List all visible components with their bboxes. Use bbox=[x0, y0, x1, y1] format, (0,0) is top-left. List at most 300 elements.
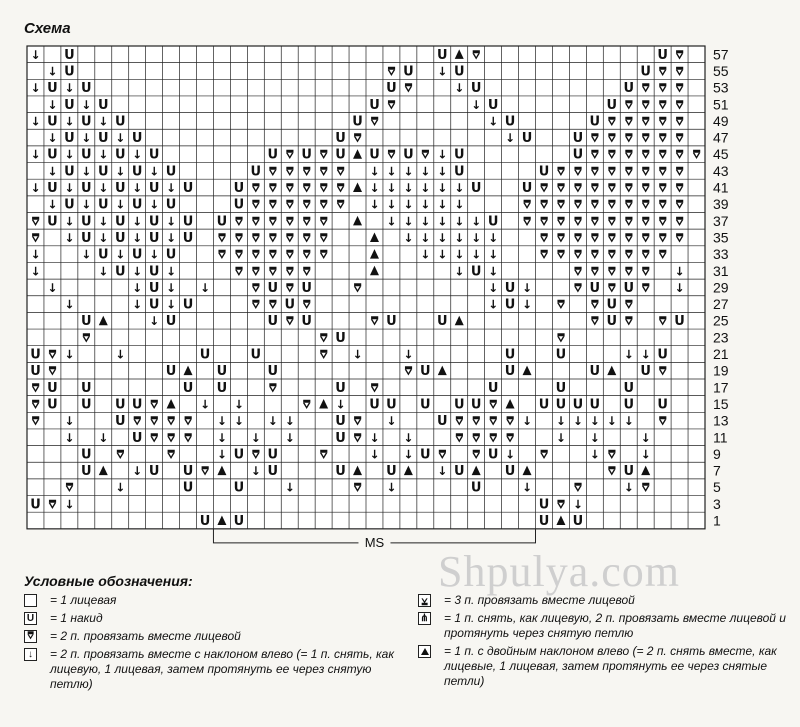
stitch-symbol: U bbox=[81, 230, 92, 246]
stitch-symbol: ↓ bbox=[403, 447, 414, 462]
row-number: 43 bbox=[713, 162, 729, 179]
stitch-symbol: U bbox=[148, 264, 160, 280]
stitch-symbol: ↓ bbox=[132, 147, 143, 162]
stitch-symbol: U bbox=[131, 247, 143, 263]
stitch-symbol: ↓ bbox=[640, 447, 651, 462]
stitch-symbol: U bbox=[538, 514, 550, 530]
stitch-symbol: U bbox=[81, 181, 92, 197]
stitch-symbol: ⩢ bbox=[574, 264, 582, 279]
stitch-symbol: ⩢ bbox=[608, 114, 616, 129]
stitch-symbol: U bbox=[504, 347, 516, 363]
stitch-symbol: ↓ bbox=[505, 447, 516, 462]
stitch-symbol: ↓ bbox=[115, 480, 126, 495]
stitch-symbol: U bbox=[182, 380, 194, 396]
stitch-symbol: U bbox=[114, 181, 126, 197]
stitch-symbol: ⩢ bbox=[353, 280, 362, 295]
stitch-symbol: ⩢ bbox=[269, 164, 277, 179]
stitch-symbol: ⩢ bbox=[48, 347, 57, 362]
stitch-symbol: ⩢ bbox=[675, 230, 684, 245]
stitch-symbol: ↓ bbox=[674, 280, 685, 295]
stitch-symbol: ⩢ bbox=[608, 280, 616, 295]
stitch-symbol: ⩢ bbox=[591, 147, 599, 162]
stitch-symbol: ⩢ bbox=[31, 214, 40, 229]
stitch-symbol: ↓ bbox=[437, 230, 448, 245]
stitch-symbol: U bbox=[640, 64, 651, 80]
stitch-symbol: U bbox=[589, 397, 601, 413]
stitch-symbol: ⩢ bbox=[574, 181, 582, 196]
legend-item: = 1 п. с двойным наклоном влево (= 2 п. снять вместе, как лицевые, 1 лицевая, затем протянуть ее через снятые петли) bbox=[418, 644, 788, 689]
stitch-symbol: ↓ bbox=[555, 414, 566, 429]
stitch-symbol: U bbox=[453, 464, 465, 480]
stitch-symbol: U bbox=[64, 97, 75, 113]
stitch-symbol: U bbox=[436, 414, 448, 430]
stitch-symbol: ⩢ bbox=[557, 181, 565, 196]
stitch-symbol: ↓ bbox=[437, 214, 448, 229]
stitch-symbol: ↓ bbox=[369, 430, 380, 445]
stitch-symbol: ⩢ bbox=[319, 214, 328, 229]
stitch-symbol: U bbox=[369, 147, 380, 163]
stitch-symbol: ↓ bbox=[267, 414, 278, 429]
stitch-symbol: ⩢ bbox=[319, 164, 328, 179]
stitch-symbol: U bbox=[403, 64, 414, 80]
stitch-symbol: ↓ bbox=[437, 197, 448, 212]
stitch-symbol: ↓ bbox=[132, 280, 143, 295]
stitch-symbol: ⩢ bbox=[642, 264, 650, 279]
stitch-symbol: ⩢ bbox=[523, 214, 531, 229]
stitch-symbol: ⩢ bbox=[48, 364, 57, 379]
stitch-symbol: ↓ bbox=[437, 247, 448, 262]
stitch-symbol: ↓ bbox=[30, 181, 41, 196]
row-number: 19 bbox=[713, 362, 729, 379]
stitch-symbol: U bbox=[47, 81, 58, 97]
stitch-symbol: U bbox=[335, 330, 346, 346]
stitch-symbol: ⩢ bbox=[608, 447, 616, 462]
stitch-symbol: U bbox=[182, 480, 194, 496]
stitch-symbol: ⩢ bbox=[642, 131, 650, 146]
stitch-symbol: U bbox=[148, 147, 160, 163]
stitch-symbol: ↓ bbox=[149, 314, 160, 329]
stitch-symbol: ⩢ bbox=[608, 131, 616, 146]
stitch-symbol: ↓ bbox=[115, 197, 126, 212]
row-number: 51 bbox=[713, 96, 729, 113]
double-decrease-icon bbox=[418, 645, 431, 658]
stitch-symbol: U bbox=[555, 347, 567, 363]
stitch-symbol: ↓ bbox=[98, 147, 109, 162]
stitch-symbol: U bbox=[131, 430, 143, 446]
yarn-over-icon: U bbox=[24, 612, 37, 625]
stitch-symbol: ⩢ bbox=[625, 97, 633, 112]
stitch-symbol: ↓ bbox=[471, 247, 482, 262]
stitch-symbol: ⩢ bbox=[642, 164, 650, 179]
stitch-symbol: U bbox=[504, 364, 516, 380]
stitch-symbol: ↓ bbox=[420, 230, 431, 245]
stitch-symbol: ↓ bbox=[521, 414, 533, 429]
stitch-symbol: ↓ bbox=[166, 181, 177, 196]
stitch-symbol: ↓ bbox=[386, 214, 397, 229]
stitch-symbol: ↓ bbox=[386, 164, 397, 179]
row-number: 1 bbox=[713, 512, 721, 529]
stitch-symbol: ↓ bbox=[98, 114, 109, 129]
stitch-symbol: ⩢ bbox=[336, 164, 345, 179]
stitch-symbol: ↓ bbox=[47, 164, 58, 179]
stitch-symbol: ⩢ bbox=[303, 164, 311, 179]
stitch-symbol: ↓ bbox=[199, 280, 211, 295]
stitch-symbol: ⩢ bbox=[658, 197, 667, 212]
stitch-symbol: ↓ bbox=[471, 97, 482, 112]
stitch-symbol: ↓ bbox=[335, 397, 346, 412]
stitch-symbol: U bbox=[453, 164, 465, 180]
stitch-symbol: U bbox=[250, 164, 262, 180]
stitch-symbol: ↓ bbox=[555, 430, 566, 445]
stitch-symbol: ⩢ bbox=[591, 131, 599, 146]
stitch-symbol: U bbox=[521, 181, 533, 197]
stitch-symbol: U bbox=[182, 230, 194, 246]
stitch-symbol: U bbox=[284, 297, 296, 313]
watermark: Shpulya.com bbox=[438, 547, 680, 596]
stitch-symbol: ↓ bbox=[98, 214, 109, 229]
stitch-symbol: ⩢ bbox=[625, 197, 633, 212]
stitch-symbol: ↓ bbox=[420, 164, 431, 179]
stitch-symbol: U bbox=[250, 347, 262, 363]
stitch-symbol: U bbox=[572, 397, 584, 413]
stitch-symbol: U bbox=[165, 314, 177, 330]
stitch-symbol: ⩢ bbox=[286, 314, 294, 329]
stitch-symbol: U bbox=[335, 147, 346, 163]
stitch-symbol: ⩢ bbox=[303, 197, 311, 212]
stitch-symbol: ⩢ bbox=[455, 414, 463, 429]
stitch-symbol: ⩢ bbox=[269, 380, 277, 395]
stitch-symbol: U bbox=[182, 297, 194, 313]
stitch-symbol: ⩢ bbox=[658, 214, 667, 229]
stitch-symbol: U bbox=[623, 380, 635, 396]
stitch-symbol: U bbox=[420, 397, 431, 413]
stitch-symbol: ⩢ bbox=[303, 247, 311, 262]
stitch-symbol: ↓ bbox=[606, 414, 617, 429]
stitch-symbol: U bbox=[470, 264, 482, 280]
legend-right bbox=[418, 593, 788, 692]
stitch-symbol: ↓ bbox=[216, 430, 227, 445]
stitch-symbol: U bbox=[165, 247, 177, 263]
stitch-symbol: U bbox=[165, 164, 177, 180]
stitch-symbol: U bbox=[470, 480, 482, 496]
stitch-symbol: ↓ bbox=[64, 297, 75, 312]
stitch-symbol: ⩢ bbox=[625, 247, 633, 262]
stitch-symbol: ⩢ bbox=[642, 114, 650, 129]
stitch-symbol: U bbox=[233, 447, 245, 463]
legend-item: ⩢ = 2 п. провязать вместе лицевой bbox=[24, 629, 404, 644]
stitch-symbol: ↓ bbox=[81, 247, 92, 262]
stitch-symbol: ↓ bbox=[403, 197, 414, 212]
stitch-symbol: ⩢ bbox=[303, 264, 311, 279]
k3tog-icon: ⩣ bbox=[418, 594, 431, 607]
stitch-symbol: U bbox=[64, 47, 75, 63]
stitch-symbol: ↓ bbox=[81, 97, 92, 112]
stitch-symbol: ⩢ bbox=[252, 230, 260, 245]
stitch-symbol: ⩢ bbox=[167, 430, 175, 445]
stitch-symbol: ↓ bbox=[166, 297, 177, 312]
row-number: 57 bbox=[713, 46, 729, 63]
stitch-symbol: U bbox=[538, 397, 550, 413]
stitch-symbol: ↓ bbox=[488, 297, 499, 312]
stitch-symbol: U bbox=[81, 380, 92, 396]
stitch-symbol: U bbox=[64, 164, 75, 180]
stitch-symbol: ↓ bbox=[623, 480, 634, 495]
stitch-symbol: ↓ bbox=[521, 297, 533, 312]
stitch-symbol: ⩢ bbox=[557, 330, 565, 345]
stitch-symbol: ⩢ bbox=[319, 230, 328, 245]
stitch-symbol: ⩢ bbox=[658, 81, 667, 96]
stitch-symbol: U bbox=[369, 397, 380, 413]
stitch-symbol: ↓ bbox=[488, 114, 499, 129]
stitch-symbol: U bbox=[114, 230, 126, 246]
stitch-symbol: ⩢ bbox=[675, 147, 684, 162]
stitch-symbol: U bbox=[47, 114, 58, 130]
stitch-symbol: ⩢ bbox=[608, 464, 616, 479]
stitch-symbol: ⩢ bbox=[625, 147, 633, 162]
stitch-symbol: U bbox=[267, 314, 279, 330]
stitch-symbol: ↓ bbox=[216, 414, 227, 429]
stitch-symbol: U bbox=[199, 514, 211, 530]
stitch-symbol: U bbox=[182, 214, 194, 230]
stitch-symbol: U bbox=[148, 181, 160, 197]
stitch-symbol: ⩢ bbox=[286, 147, 294, 162]
stitch-symbol: ⩢ bbox=[625, 214, 633, 229]
stitch-symbol: ↓ bbox=[132, 181, 143, 196]
stitch-symbol: ↓ bbox=[81, 197, 92, 212]
stitch-symbol: ⩢ bbox=[591, 247, 599, 262]
stitch-symbol: ↓ bbox=[674, 264, 685, 279]
stitch-symbol: U bbox=[81, 114, 92, 130]
stitch-symbol: ⩢ bbox=[692, 147, 701, 162]
stitch-symbol: ⩢ bbox=[540, 214, 548, 229]
stitch-symbol: ⩢ bbox=[31, 414, 40, 429]
stitch-symbol: ↓ bbox=[64, 414, 75, 429]
stitch-symbol: ⩢ bbox=[608, 264, 616, 279]
stitch-symbol: ⩢ bbox=[269, 297, 277, 312]
stitch-symbol: U bbox=[623, 464, 635, 480]
stitch-symbol: ⩢ bbox=[658, 247, 667, 262]
stitch-symbol: ⩢ bbox=[642, 97, 650, 112]
stitch-symbol: ⩢ bbox=[523, 197, 531, 212]
row-number: 11 bbox=[713, 429, 728, 446]
stitch-symbol: ↓ bbox=[47, 97, 58, 112]
stitch-symbol: ⩢ bbox=[658, 164, 667, 179]
stitch-symbol: ↓ bbox=[420, 214, 431, 229]
stitch-symbol: ↓ bbox=[403, 430, 414, 445]
stitch-symbol: ⩢ bbox=[658, 114, 667, 129]
stitch-symbol: ↓ bbox=[589, 447, 600, 462]
stitch-symbol: ⩢ bbox=[658, 230, 667, 245]
stitch-symbol: U bbox=[233, 514, 245, 530]
stitch-symbol: U bbox=[335, 464, 346, 480]
stitch-symbol: ↓ bbox=[64, 214, 75, 229]
stitch-symbol: ⩢ bbox=[489, 414, 497, 429]
legend-item: U = 1 накид bbox=[24, 611, 404, 626]
stitch-symbol: ⩢ bbox=[387, 97, 396, 112]
stitch-symbol: ⩢ bbox=[625, 164, 633, 179]
stitch-symbol: ↓ bbox=[233, 414, 244, 429]
stitch-symbol: ⩢ bbox=[370, 314, 379, 329]
stitch-symbol: U bbox=[47, 147, 58, 163]
stitch-symbol: ⩢ bbox=[48, 497, 57, 512]
stitch-symbol: ⩢ bbox=[608, 214, 616, 229]
stitch-symbol: ⩢ bbox=[574, 197, 582, 212]
stitch-symbol: ⩢ bbox=[642, 147, 650, 162]
stitch-symbol: ↓ bbox=[471, 230, 482, 245]
stitch-symbol: U bbox=[335, 430, 346, 446]
stitch-symbol: U bbox=[131, 397, 143, 413]
stitch-symbol: U bbox=[352, 114, 363, 130]
stitch-symbol: ⩢ bbox=[472, 414, 480, 429]
stitch-symbol: U bbox=[30, 364, 41, 380]
stitch-symbol: ↓ bbox=[64, 114, 75, 129]
stitch-symbol: ⩢ bbox=[557, 497, 565, 512]
stitch-symbol: ⩢ bbox=[608, 197, 616, 212]
stitch-symbol: ⩢ bbox=[421, 147, 429, 162]
stitch-symbol: U bbox=[487, 97, 499, 113]
stitch-symbol: U bbox=[555, 380, 567, 396]
stitch-symbol: ⩢ bbox=[675, 47, 684, 62]
stitch-symbol: U bbox=[623, 397, 635, 413]
stitch-symbol: ↓ bbox=[403, 230, 414, 245]
stitch-symbol: ⩢ bbox=[608, 230, 616, 245]
stitch-symbol: ⩢ bbox=[31, 397, 40, 412]
stitch-symbol: ↓ bbox=[115, 347, 126, 362]
stitch-symbol: ⩢ bbox=[675, 197, 684, 212]
stitch-symbol: ⩢ bbox=[675, 131, 684, 146]
stitch-symbol: ↓ bbox=[369, 447, 380, 462]
stitch-symbol: ⩢ bbox=[252, 197, 260, 212]
stitch-symbol: ⩢ bbox=[336, 197, 345, 212]
stitch-symbol: ↓ bbox=[589, 430, 600, 445]
row-number: 53 bbox=[713, 79, 729, 96]
stitch-symbol: U bbox=[453, 64, 465, 80]
stitch-symbol: ↓ bbox=[437, 147, 448, 162]
stitch-symbol: ⩢ bbox=[574, 480, 582, 495]
stitch-symbol: ⩢ bbox=[574, 214, 582, 229]
legend-item: ⋔ = 1 п. снять, как лицевую, 2 п. провязать вместе лицевой и протянуть через снятую петлю bbox=[418, 611, 788, 641]
stitch-symbol: ↓ bbox=[386, 197, 397, 212]
stitch-symbol: ⩢ bbox=[235, 247, 243, 262]
stitch-symbol: ↓ bbox=[81, 164, 92, 179]
ms-label: MS bbox=[364, 534, 385, 550]
row-number: 49 bbox=[713, 112, 729, 129]
stitch-symbol: ⩢ bbox=[557, 197, 565, 212]
stitch-symbol: U bbox=[487, 380, 499, 396]
stitch-symbol: ⩢ bbox=[675, 64, 684, 79]
row-number: 21 bbox=[713, 346, 729, 363]
stitch-symbol: U bbox=[335, 131, 346, 147]
stitch-symbol: U bbox=[64, 197, 75, 213]
stitch-symbol: U bbox=[97, 164, 109, 180]
stitch-symbol: ⩢ bbox=[625, 114, 633, 129]
stitch-symbol: U bbox=[47, 181, 58, 197]
row-number: 31 bbox=[713, 262, 729, 279]
stitch-symbol: ⩢ bbox=[472, 47, 480, 62]
stitch-symbol: ⩢ bbox=[252, 181, 260, 196]
stitch-symbol: ⩢ bbox=[658, 97, 667, 112]
stitch-symbol: ↓ bbox=[454, 81, 465, 96]
stitch-symbol: ⩢ bbox=[286, 264, 294, 279]
stitch-symbol: U bbox=[267, 447, 279, 463]
stitch-symbol: U bbox=[335, 380, 346, 396]
stitch-symbol: ⩢ bbox=[574, 247, 582, 262]
knit-symbol-icon bbox=[24, 594, 37, 607]
stitch-symbol: ↓ bbox=[30, 81, 41, 96]
stitch-symbol: U bbox=[81, 214, 92, 230]
row-number: 15 bbox=[713, 395, 729, 412]
stitch-symbol: ⩢ bbox=[658, 181, 667, 196]
row-number: 35 bbox=[713, 229, 729, 246]
stitch-symbol: ↓ bbox=[149, 197, 160, 212]
stitch-symbol: U bbox=[148, 280, 160, 296]
stitch-symbol: ⩢ bbox=[506, 414, 514, 429]
legend-item: ↓ = 2 п. провязать вместе с наклоном влево (= 1 п. снять, как лицевую, 1 лицевая, затем протянуть ее через снятую петлю) bbox=[24, 647, 404, 692]
stitch-symbol: ⩢ bbox=[557, 214, 565, 229]
stitch-symbol: ↓ bbox=[47, 131, 58, 146]
stitch-symbol: U bbox=[199, 347, 211, 363]
stitch-symbol: U bbox=[148, 297, 160, 313]
stitch-symbol: U bbox=[436, 314, 448, 330]
stitch-symbol: ⩢ bbox=[116, 447, 124, 462]
stitch-symbol: ⩢ bbox=[319, 181, 328, 196]
stitch-symbol: U bbox=[470, 181, 482, 197]
stitch-symbol: ⩢ bbox=[150, 397, 158, 412]
stitch-symbol: ⩢ bbox=[150, 414, 158, 429]
stitch-symbol: U bbox=[165, 364, 177, 380]
stitch-symbol: ⩢ bbox=[269, 264, 277, 279]
stitch-symbol: U bbox=[504, 297, 516, 313]
stitch-symbol: ↓ bbox=[64, 147, 75, 162]
stitch-symbol: ⩢ bbox=[675, 214, 684, 229]
stitch-symbol: ⩢ bbox=[167, 447, 175, 462]
stitch-symbol: ↓ bbox=[284, 430, 295, 445]
stitch-symbol: ↓ bbox=[47, 280, 58, 295]
stitch-symbol: ↓ bbox=[521, 280, 533, 295]
stitch-symbol: ↓ bbox=[98, 181, 109, 196]
stitch-symbol: ↓ bbox=[64, 230, 75, 245]
stitch-symbol: ↓ bbox=[284, 480, 295, 495]
stitch-symbol: ↓ bbox=[64, 181, 75, 196]
stitch-symbol: ↓ bbox=[420, 247, 431, 262]
stitch-symbol: ↓ bbox=[166, 230, 177, 245]
stitch-symbol: U bbox=[470, 81, 482, 97]
stitch-symbol: ⩢ bbox=[608, 147, 616, 162]
stitch-symbol: ⩢ bbox=[201, 464, 209, 479]
stitch-symbol: U bbox=[165, 197, 177, 213]
stitch-symbol: ⩢ bbox=[353, 414, 362, 429]
stitch-symbol: ⩢ bbox=[608, 247, 616, 262]
stitch-symbol: U bbox=[487, 214, 499, 230]
stitch-symbol: ⩢ bbox=[319, 147, 328, 162]
stitch-symbol: U bbox=[301, 147, 312, 163]
stitch-symbol: ↓ bbox=[471, 214, 482, 229]
stitch-symbol: ↓ bbox=[488, 230, 499, 245]
stitch-symbol: ⩢ bbox=[286, 230, 294, 245]
stitch-symbol: U bbox=[369, 97, 380, 113]
stitch-symbol: ⩢ bbox=[574, 164, 582, 179]
stitch-symbol: ↓ bbox=[572, 497, 583, 512]
stitch-symbol: ⩢ bbox=[540, 230, 548, 245]
stitch-symbol: ↓ bbox=[454, 230, 465, 245]
stitch-symbol: ↓ bbox=[284, 414, 295, 429]
stitch-symbol: ⩢ bbox=[319, 247, 328, 262]
stitch-symbol: ↓ bbox=[454, 181, 465, 196]
stitch-symbol: U bbox=[148, 230, 160, 246]
stitch-symbol: ⩢ bbox=[675, 81, 684, 96]
stitch-symbol: U bbox=[301, 314, 312, 330]
stitch-symbol: U bbox=[386, 397, 397, 413]
